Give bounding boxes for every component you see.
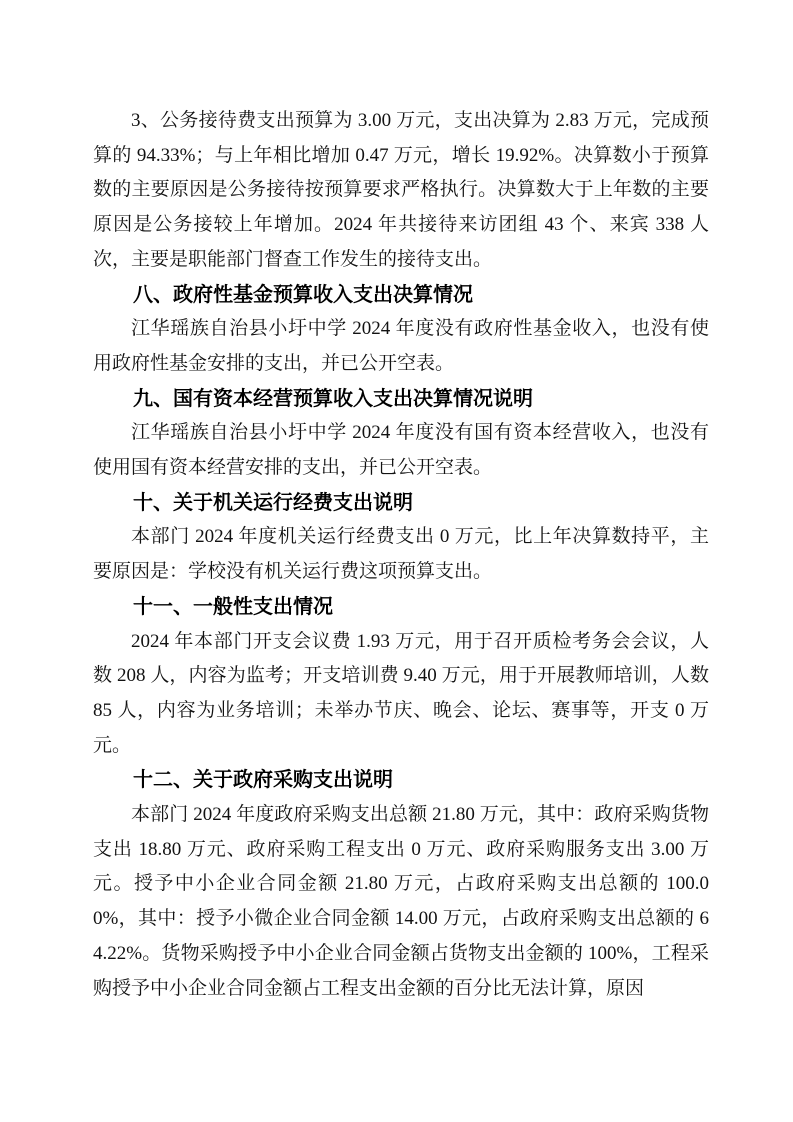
paragraph-government-procurement: 本部门 2024 年度政府采购支出总额 21.80 万元，其中：政府采购货物支出 18.80 万元、政府采购工程支出 0 万元、政府采购服务支出 3.00 万元。授予中小企业合同金额 21.80 万元，占政府采购支出总额的 100.00%，其中：授予小微企业合同金额 14.00 万元，占政府采购支出总额的 64.22%。货物采购授予中小企业合同金额占货物支出金额的 100%，工程采购授予中小企业合同金额占工程支出金额的百分比无法计算，原因 [93,804,709,999]
paragraph-general-expenditure: 2024 年本部门开支会议费 1.93 万元，用于召开质检考务会会议，人数 208 人，内容为监考；开支培训费 9.40 万元，用于开展教师培训，人数 85 人，内容为业务培训；未举办节庆、晚会、论坛、赛事等，开支 0 万元。 [93,630,709,756]
paragraph-state-capital: 江华瑶族自治县小圩中学 2024 年度没有国有资本经营收入，也没有使用国有资本经营安排的支出，并已公开空表。 [93,422,709,479]
section-heading-8-government-funds: 八、政府性基金预算收入支出决算情况 [133,283,473,306]
document-text-block [93,104,709,1006]
paragraph-operating-funds: 本部门 2024 年度机关运行经费支出 0 万元，比上年决算数持平，主要原因是：学校没有机关运行费这项预算支出。 [93,526,709,583]
section-heading-10-operating-funds: 十、关于机关运行经费支出说明 [133,491,413,514]
paragraph-official-reception-expense: 3、公务接待费支出预算为 3.00 万元，支出决算为 2.83 万元，完成预算的 94.33%；与上年相比增加 0.47 万元，增长 19.92%。决算数小于预算数的主要原因是公务接待按预算要求严格执行。决算数大于上年数的主要原因是公务接较上年增加。2024 年共接待来访团组 43 个、来宾 338 人次，主要是职能部门督查工作发生的接待支出。 [93,110,709,270]
section-heading-12-government-procurement: 十二、关于政府采购支出说明 [133,769,393,792]
section-heading-9-state-capital: 九、国有资本经营预算收入支出决算情况说明 [133,387,533,410]
paragraph-government-funds: 江华瑶族自治县小圩中学 2024 年度没有政府性基金收入，也没有使用政府性基金安排的支出，并已公开空表。 [93,318,709,374]
section-heading-11-general-expenditure: 十一、一般性支出情况 [133,595,333,618]
